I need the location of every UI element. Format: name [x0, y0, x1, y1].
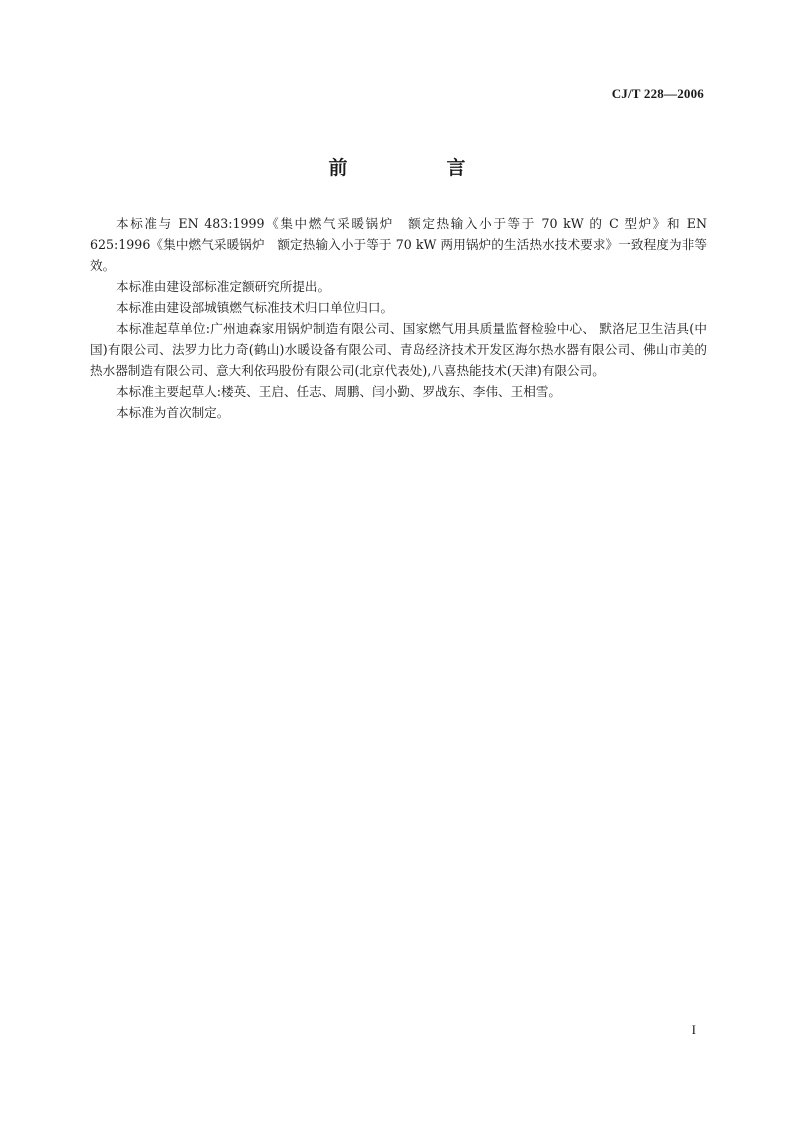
foreword-body — [90, 213, 707, 423]
standard-code: CJ/T 228—2006 — [611, 86, 704, 101]
page-title: 前 言 — [328, 157, 506, 179]
paragraph-centralized-by: 本标准由建设部城镇燃气标准技术归口单位归口。 — [116, 300, 394, 315]
paragraph-proposed-by: 本标准由建设部标准定额研究所提出。 — [116, 279, 331, 294]
paragraph-drafting-units: 本标准起草单位:广州迪森家用锅炉制造有限公司、国家燃气用具质量监督检验中心、 默洛尼卫生洁具(中国)有限公司、法罗力比力奇(鹤山)水暖设备有限公司、青岛经济技术开发区海尔热水器有限公司、佛山市美的热水器制造有限公司、意大利依玛股份有限公司(北京代表处),八喜热能技术(天津)有限公司。 — [90, 321, 707, 378]
page-number: I — [691, 1022, 696, 1037]
paragraph-first-edition: 本标准为首次制定。 — [116, 405, 230, 420]
paragraph-equivalence: 本标准与 EN 483:1999《集中燃气采暖锅炉 额定热输入小于等于 70 kW 的 C 型炉》和 EN 625:1996《集中燃气采暖锅炉 额定热输入小于等于 70 kW 两用锅炉的生活热水技术要求》一致程度为非等效。 — [90, 216, 707, 273]
paragraph-drafters: 本标准主要起草人:楼英、王启、任志、周鹏、闫小勤、罗战东、李伟、王相雪。 — [116, 384, 562, 399]
